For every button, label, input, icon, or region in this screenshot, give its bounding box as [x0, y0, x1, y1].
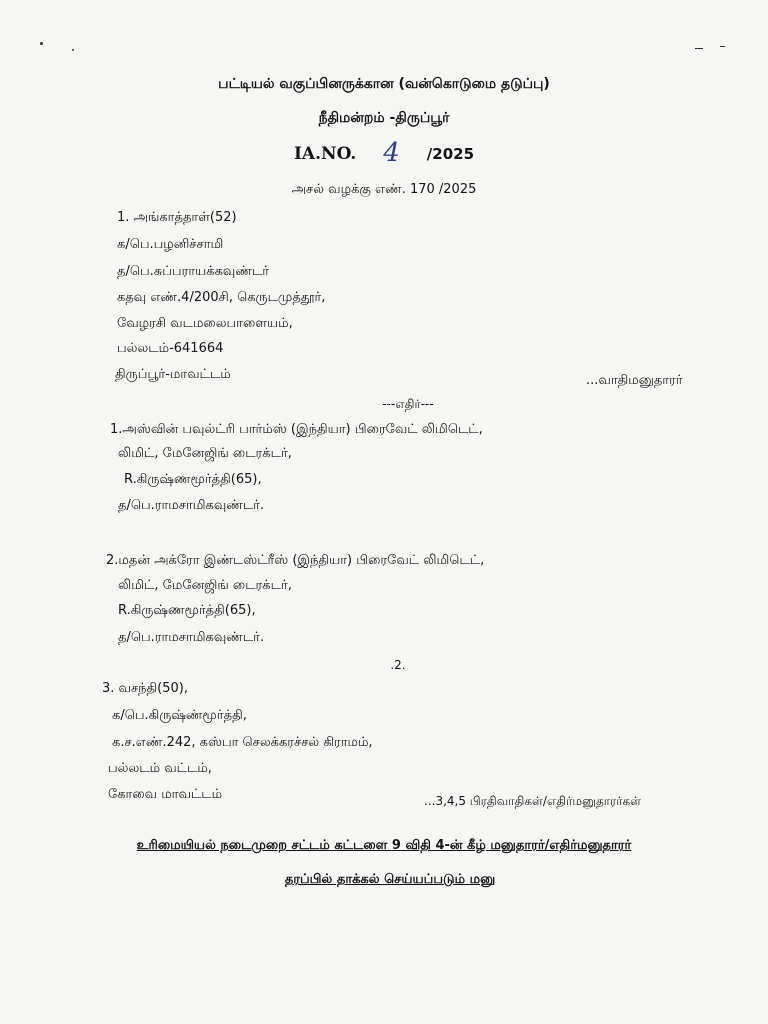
scan-speck — [40, 42, 43, 45]
respondent-line: லிமிட், மேனேஜிங் டைரக்டர், — [118, 578, 292, 593]
petitioner-line: கதவு எண்.4/200சி, கெருடமுத்தூர், — [117, 290, 326, 305]
petitioner-line: க/பெ.பழனிச்சாமி — [117, 237, 224, 252]
scan-speck — [72, 49, 74, 51]
petitioner-line: திருப்பூர்-மாவட்டம் — [115, 367, 231, 382]
respondent-line: க.ச.எண்.242, கஸ்பா செலக்கரச்சல் கிராமம், — [112, 735, 373, 750]
ia-label: IA.NO. — [293, 144, 357, 164]
ia-number-handwritten: 4 — [383, 138, 400, 168]
respondent-line: 3. வசந்தி(50), — [102, 681, 188, 696]
petition-title-line-1: உரிமையியல் நடைமுறை சட்டம் கட்டளை 9 விதி 4-ன் கீழ் மனுதாரர்/எதிர்மனுதாரர் — [136, 838, 632, 853]
court-type-heading: பட்டியல் வகுப்பினருக்கான (வன்கொடுமை தடுப்பு) — [218, 76, 550, 92]
respondent-line: த/பெ.ராமசாமிகவுண்டர். — [118, 498, 265, 513]
respondent-line: 1.அஸ்வின் பவுல்ட்ரி பார்ம்ஸ் (இந்தியா) பிரைவேட் லிமிடெட், — [110, 422, 483, 437]
petition-title-line-2: தரப்பில் தாக்கல் செய்யப்படும் மனு — [284, 872, 496, 887]
petitioner-line: 1. அங்காத்தாள்(52) — [117, 210, 237, 225]
petitioner-line: வேழரசி வடமலைபாளையம், — [117, 316, 293, 331]
respondent-line: பல்லடம் வட்டம், — [108, 761, 212, 776]
respondent-line: லிமிட், மேனேஜிங் டைரக்டர், — [118, 446, 292, 461]
respondent-line: R.கிருஷ்ணமூர்த்தி(65), — [124, 472, 262, 487]
scan-speck — [695, 48, 703, 49]
respondent-line: கோவை மாவட்டம் — [108, 787, 223, 802]
ia-year: /2025 — [426, 145, 475, 163]
versus-separator: ---எதிர்--- — [382, 397, 434, 411]
petitioner-role: ...வாதிமனுதாரர் — [586, 373, 683, 388]
original-case-number: அசல் வழக்கு எண். 170 /2025 — [291, 182, 477, 197]
petitioner-line: த/பெ.சுப்பராயக்கவுண்டர் — [117, 264, 270, 279]
respondent-line: 2.மதன் அக்ரோ இண்டஸ்ட்ரீஸ் (இந்தியா) பிரைவேட் லிமிடெட், — [106, 553, 485, 568]
scan-speck — [720, 46, 725, 47]
petitioner-line: பல்லடம்-641664 — [117, 341, 224, 356]
ia-number-line — [0, 138, 768, 168]
page-marker: .2. — [390, 658, 406, 672]
respondent-line: R.கிருஷ்ணமூர்த்தி(65), — [118, 603, 256, 618]
respondent-role: ...3,4,5 பிரதிவாதிகள்/எதிர்மனுதாரர்கள் — [424, 794, 642, 808]
court-place-heading: நீதிமன்றம் -திருப்பூர் — [318, 110, 450, 126]
respondent-line: த/பெ.ராமசாமிகவுண்டர். — [118, 630, 265, 645]
respondent-line: க/பெ.கிருஷ்ண்மூர்த்தி, — [112, 708, 247, 723]
